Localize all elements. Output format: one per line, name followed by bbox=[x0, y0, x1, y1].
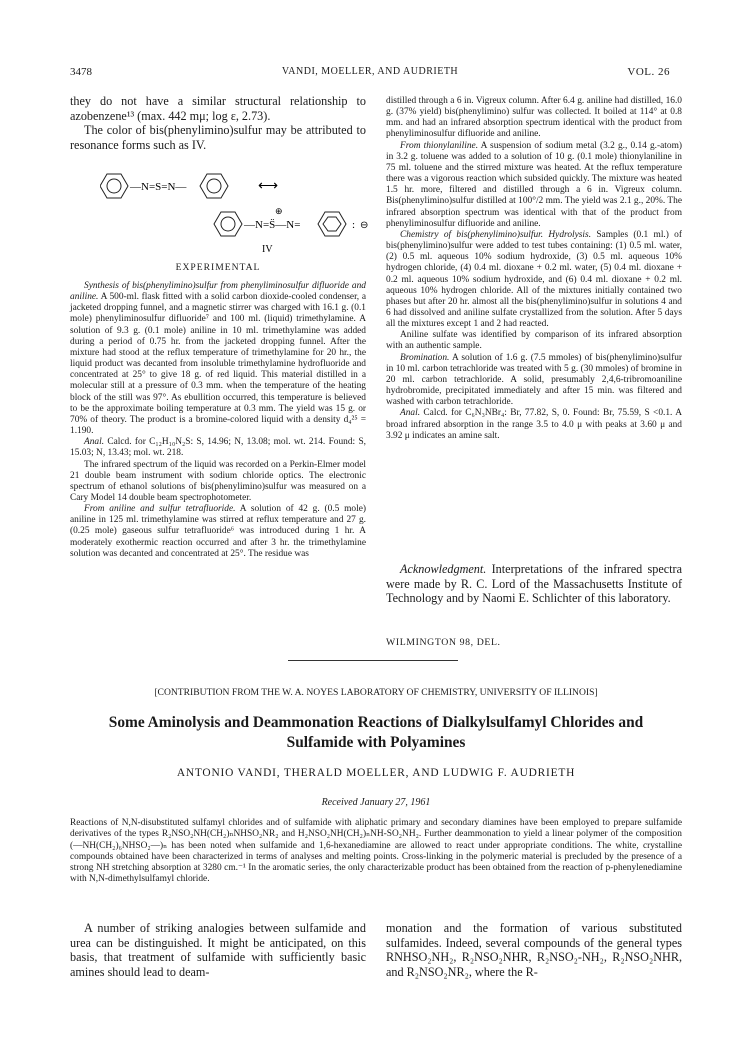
running-title: VANDI, MOELLER, AND AUDRIETH bbox=[281, 66, 459, 77]
synthesis-paragraph bbox=[70, 281, 366, 437]
aniline-sulfate-paragraph: Aniline sulfate was identified by comparison of its infrared absorption with an authentic sample. bbox=[386, 330, 682, 352]
chemistry-title: Chemistry of bis(phenylimino)sulfur. Hydrolysis. bbox=[400, 229, 592, 240]
from-aniline-text: A solution of 42 g. (0.5 mole) aniline in 125 ml. trimethylamine was stirred at reflux temperature and 27 g. (0.25 mole) gaseous sulfur tetrafluoride⁶ was introduced during 1 hr. A moderately exothermic reaction occurred and after 3 hr. the trimethylamine solution was decanted and concentrated at 25°. The residue was bbox=[70, 504, 367, 559]
analysis-2-text: Calcd. for C₆N₃NBr₄: Br, 77.82, S, 0. Found: Br, 75.59, S <0.1. A broad infrared absorption in the range 3.5 to 4.0 μ with peaks at 3.60 μ and 3.92 μ indicates an amine salt. bbox=[386, 408, 682, 441]
article-abstract: Reactions of N,N-disubstituted sulfamyl chlorides and of sulfamide with aliphatic primary and secondary diamines have been employed to prepare sulfamide derivatives of the types R₂NSO₂NH(CH₂)ₙNHSO₂NR₂ and H₂NSO₂NH(CH₂)ₙNH-SO₂NH₂. Further deammonation to yield a linear polymer of the composition (—NH(CH₂)₆NHSO₂—)ₙ has been noted when sulfamide and 1,6-hexanediamine are allowed to react under appropriate conditions. The white, crystalline compounds obtained have been characterized in terms of analyses and melting points. Cross-linking in the polymeric material is precluded by the presence of a strong NH stretching absorption at 3280 cm.⁻¹ In the aromatic series, the only characterizable product has been obtained from the reaction of p-phenylenediamine with N,N-dimethylsulfamyl chloride. bbox=[70, 818, 682, 885]
formula-label: IV bbox=[262, 244, 273, 255]
volume-label: VOL. 26 bbox=[627, 66, 670, 78]
left-intro bbox=[70, 94, 366, 152]
formula-minus: ⊖ bbox=[360, 220, 369, 231]
contribution-line: [CONTRIBUTION FROM THE W. A. NOYES LABORATORY OF CHEMISTRY, UNIVERSITY OF ILLINOIS] bbox=[154, 687, 598, 698]
from-aniline-title: From aniline and sulfur tetrafluoride. bbox=[84, 504, 236, 515]
article-title: Some Aminolysis and Deammonation Reactions of Dialkylsulfamyl Chlorides and Sulfamide with Polyamines bbox=[108, 714, 644, 751]
page-number: 3478 bbox=[70, 66, 92, 78]
chemistry-text: Samples (0.1 ml.) of bis(phenylimino)sulfur were added to test tubes containing: (1) 0.5 ml. water, (2) 0.5 ml. aqueous 10% sodium hydroxide, (3) 0.5 ml. aqueous 10% hydrogen chloride, (4) 0.4 ml. dioxane + 0.2 ml. water, (5) 0.4 ml. dioxane + 0.2 ml. aqueous 10% sodium hydroxide, and (6) 0.4 ml. dioxane + 0.2 ml. aqueous 10% hydrogen chloride. All of the mixtures initially contained two phases but after 20 hr. almost all the bis(phenylimino)sulfur in solutions 4 and 6 had dissolved and aniline sulfate crystallized from the solution. After 5 days all the mixtures except 1 and 2 had reacted. bbox=[386, 229, 682, 330]
section-divider bbox=[288, 660, 458, 661]
bromination-text: A solution of 1.6 g. (7.5 mmoles) of bis(phenylimino)sulfur in 10 ml. carbon tetrachloride was treated with 5 g. (30 mmoles) of bromine in 20 ml. carbon tetrachloride. A solid, presumably 2,4,6-tribromoaniline hydrobromide, precipitated immediately and after 15 min. was filtered and washed with carbon tetrachloride. bbox=[386, 352, 683, 408]
benzene-ring-3-circle bbox=[221, 217, 235, 231]
experimental-heading-block bbox=[70, 262, 366, 273]
analysis-paragraph bbox=[70, 437, 366, 459]
received-date: Received January 27, 1961 bbox=[321, 797, 431, 808]
from-aniline-paragraph bbox=[70, 504, 366, 560]
body-left-paragraph: A number of striking analogies between sulfamide and urea can be distinguished. It might be anticipated, on this basis, that treatment of sulfamide with sufficiently basic amines should lead to deam- bbox=[70, 921, 366, 979]
bromination-title: Bromination. bbox=[400, 352, 450, 363]
structure-iv bbox=[100, 172, 390, 260]
body-right-paragraph: monation and the formation of various substituted sulfamides. Indeed, several compounds of the general types RNHSO₂NH₂, R₂NSO₂NHR, R₂NSO₂-NH₂, R₂NSO₂NHR, and R₂NSO₂NR₂, where the R- bbox=[386, 921, 682, 979]
acknowledgment-block bbox=[386, 562, 682, 606]
formula-plus: ⊕ bbox=[275, 206, 283, 216]
analysis-2-label: Anal. bbox=[400, 408, 421, 419]
infrared-paragraph: The infrared spectrum of the liquid was recorded on a Perkin-Elmer model 21 double beam instrument with sodium chloride optics. The electronic spectrum of ethanol solutions of bis(phenylimino)sulfur was measured on a Cary Model 14 double beam spectrophotometer. bbox=[70, 459, 366, 503]
running-header bbox=[70, 66, 670, 80]
benzene-ring-1-circle bbox=[107, 179, 121, 193]
acknowledgment-text: Interpretations of the infrared spectra were made by R. C. Lord of the Massachusetts Institute of Technology and by Naomi E. Schlichter of this laboratory. bbox=[386, 562, 683, 606]
article-authors: ANTONIO VANDI, THERALD MOELLER, AND LUDWIG F. AUDRIETH bbox=[176, 767, 576, 779]
benzene-ring-4 bbox=[318, 212, 346, 236]
location-line: WILMINGTON 98, DEL. bbox=[386, 637, 501, 648]
acknowledgment-paragraph bbox=[386, 562, 682, 606]
formula-b: —N=S̈—N= bbox=[244, 219, 301, 231]
right-experimental bbox=[386, 96, 682, 442]
body-right bbox=[386, 921, 682, 979]
analysis-label: Anal. bbox=[84, 437, 105, 448]
left-experimental bbox=[70, 281, 366, 560]
thionyl-title: From thionylaniline. bbox=[400, 140, 479, 151]
body-left bbox=[70, 921, 366, 979]
chemistry-paragraph bbox=[386, 230, 682, 330]
formula-a: —N=S=N— bbox=[130, 181, 187, 193]
continuation-paragraph: distilled through a 6 in. Vigreux column. After 6.4 g. aniline had distilled, 16.0 g. (37% yield) bis(phenylimino) sulfur was collected. It boiled at 114° at 0.8 mm. and had an infrared absorption spectrum identical with the product from phenyliminosulfur difluoride and aniline. bbox=[386, 96, 682, 140]
synthesis-title: Synthesis of bis(phenylimino)sulfur from phenyliminosulfur difluoride and aniline. bbox=[70, 281, 366, 303]
benzene-ring-1 bbox=[100, 174, 128, 198]
resonance-arrow: ⟷ bbox=[258, 179, 279, 194]
analysis-text: Calcd. for C₁₂H₁₀N₂S: S, 14.96; N, 13.08; mol. wt. 214. Found: S, 15.03; N, 13.43; mol. wt. 218. bbox=[70, 437, 366, 459]
thionyl-paragraph bbox=[386, 141, 682, 230]
acknowledgment-label: Acknowledgment. bbox=[400, 562, 487, 576]
synthesis-text: A 500-ml. flask fitted with a solid carbon dioxide-cooled condenser, a jacketed dropping funnel, and a magnetic stirrer was charged with 16.1 g. (0.1 mole) phenyliminosulfur difluoride⁷ and 100 ml. (liquid) trimethylamine. A solution of 9.3 g. (0.1 mole) aniline in 10 ml. trimethylamine was added during a period of 0.75 hr. from the jacketed dropping funnel. After the mixture had stood at the reflux temperature of trimethylamine for 20 hr., the liquid product was decanted from insoluble trimethylamine hydrofluoride and concentrated at 25° to give 18 g. of red liquid. This material distilled in a molecular still at a pressure of 0.3 mm. when the temperature of the heating block of the still was 97°. As ebullition occurred, this temperature is believed to be the approximate boiling temperature at 0.3 mm. The yield was 15 g. or 70% of theory. The product is a bromine-colored liquid with a density d₄²⁵ = 1.190. bbox=[70, 292, 366, 437]
resonance-structure-drawing bbox=[100, 172, 390, 260]
experimental-heading: EXPERIMENTAL bbox=[175, 262, 261, 273]
bromination-paragraph bbox=[386, 353, 682, 409]
intro-paragraph-1: they do not have a similar structural relationship to azobenzene¹³ (max. 442 mμ; log ε, 2.73). bbox=[70, 94, 366, 123]
thionyl-text: A suspension of sodium metal (3.2 g., 0.14 g.-atom) in 3.2 g. toluene was added to a solution of 10 g. (0.1 mole) thionylaniline in 75 ml. toluene and the stirred mixture was heated. At the reflux temperature there was a vigorous reaction which subsided quickly. The mixture was heated 1.5 hr. more, filtered and distilled through a 6 in. Vigreux column. Bis(phenylimino)sulfur distilled at 100°/2 mm. The yield was 2.1 g., 20%. The infrared absorption spectrum was identical with that of the product from phenyliminosulfur difluoride and aniline. bbox=[386, 140, 683, 229]
intro-paragraph-2: The color of bis(phenylimino)sulfur may be attributed to resonance forms such as IV. bbox=[70, 123, 366, 152]
analysis-2-paragraph bbox=[386, 408, 682, 441]
benzene-ring-4-inner bbox=[323, 217, 341, 231]
formula-colon: : bbox=[352, 219, 356, 231]
benzene-ring-3 bbox=[214, 212, 242, 236]
benzene-ring-2 bbox=[200, 174, 228, 198]
benzene-ring-2-circle bbox=[207, 179, 221, 193]
